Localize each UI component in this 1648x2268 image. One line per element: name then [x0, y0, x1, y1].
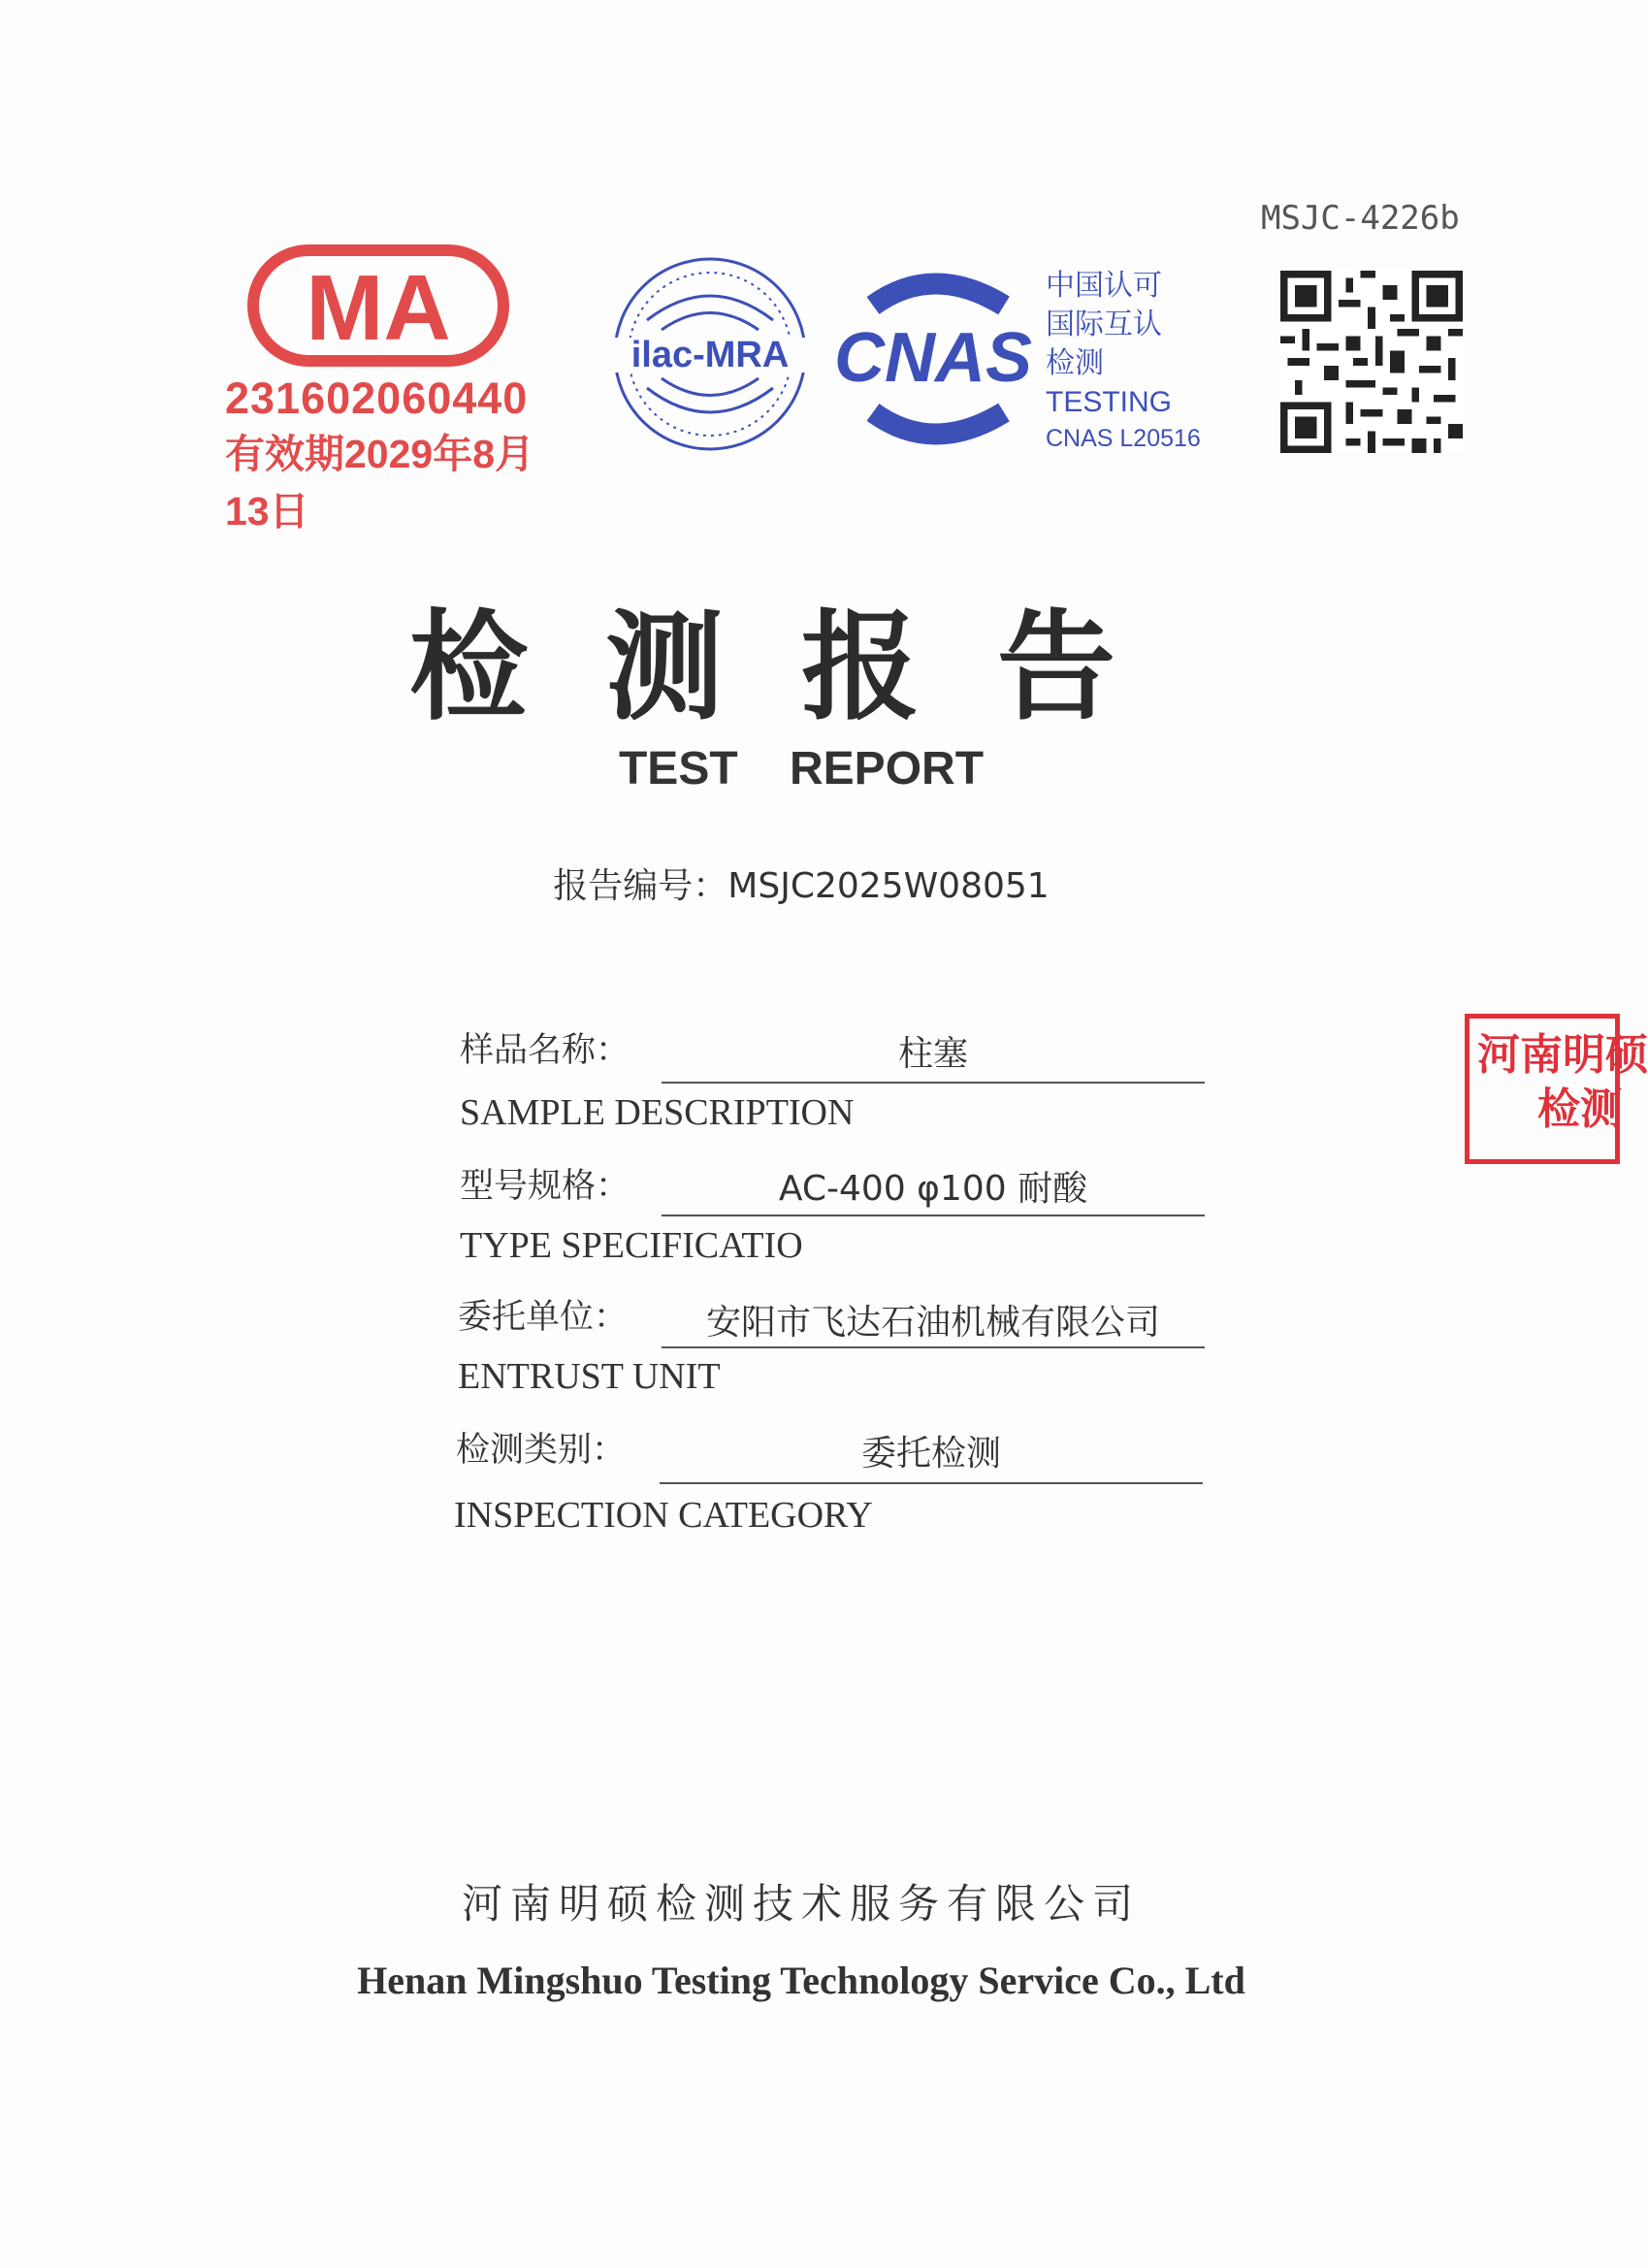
- field-underline: [662, 1346, 1205, 1348]
- cnas-line-3: 检测: [1046, 346, 1104, 380]
- cma-validity: 有效期2029年8月13日: [225, 432, 535, 534]
- field-label-en-entrust: ENTRUST UNIT: [458, 1356, 721, 1397]
- report-title-en: TEST REPORT: [618, 743, 985, 794]
- field-underline: [662, 1215, 1205, 1216]
- cnas-accreditation-text: [1046, 267, 1201, 455]
- field-label-en-category: INSPECTION CATEGORY: [454, 1495, 873, 1536]
- cma-logo-text: MA: [306, 256, 451, 360]
- field-underline: [660, 1482, 1203, 1484]
- ilac-mra-logo-icon: [608, 252, 812, 456]
- qr-code-icon: [1280, 270, 1463, 454]
- field-label-cn-sample: 样品名称：: [460, 1031, 630, 1070]
- field-underline: [662, 1082, 1205, 1084]
- field-value-category: 委托检测: [860, 1434, 1001, 1474]
- ilac-text: ilac-MRA: [630, 335, 790, 375]
- cnas-line-1: 中国认可: [1046, 269, 1162, 303]
- field-label-cn-category: 检测类别：: [456, 1431, 627, 1470]
- cma-number: 231602060440: [225, 373, 529, 423]
- cnas-logo-text: CNAS: [833, 319, 1033, 397]
- field-value-type: AC-400 φ100 耐酸: [778, 1169, 1088, 1209]
- report-title-cn: 检测报告: [409, 597, 1193, 736]
- stamp-line-1: 河南明硕: [1477, 1030, 1648, 1080]
- stamp-line-2: 检测: [1537, 1085, 1623, 1134]
- cnas-logo-icon: [815, 267, 1052, 451]
- field-label-en-sample: SAMPLE DESCRIPTION: [460, 1092, 855, 1133]
- company-name-cn: 河南明硕检测技术服务有限公司: [461, 1880, 1141, 1928]
- document-code: MSJC-4226b: [1261, 199, 1460, 238]
- report-number: 报告编号：MSJC2025W08051: [553, 866, 1050, 906]
- cnas-line-2: 国际互认: [1046, 308, 1162, 341]
- field-label-cn-entrust: 委托单位：: [458, 1298, 629, 1337]
- cma-logo-icon: [247, 243, 509, 369]
- cnas-code: CNAS L20516: [1046, 425, 1201, 452]
- field-value-entrust: 安阳市飞达石油机械有限公司: [705, 1303, 1160, 1343]
- field-label-en-type: TYPE SPECIFICATIO: [460, 1225, 803, 1266]
- field-value-sample: 柱塞: [897, 1034, 968, 1074]
- company-seal-stamp: [1465, 1014, 1648, 1164]
- cnas-line-4: TESTING: [1046, 386, 1173, 418]
- field-label-cn-type: 型号规格：: [460, 1167, 630, 1206]
- company-name-en: Henan Mingshuo Testing Technology Service Co., Ltd: [357, 1959, 1245, 2002]
